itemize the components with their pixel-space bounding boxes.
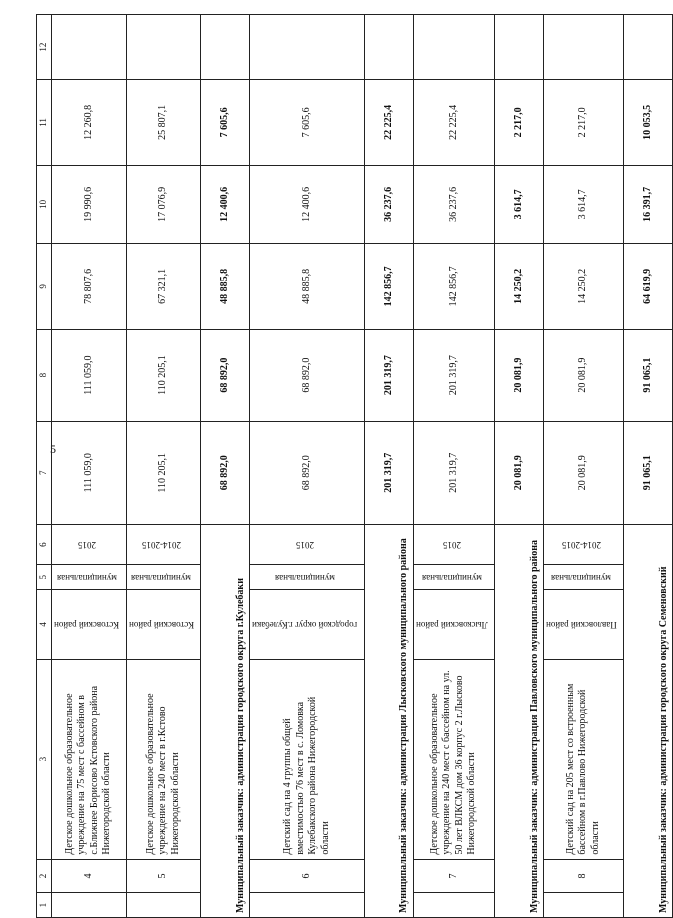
amount-c12 bbox=[413, 15, 494, 80]
district-cell bbox=[126, 590, 201, 660]
amount-c12 bbox=[544, 15, 624, 80]
amount-c11: 25 807,1 bbox=[126, 80, 201, 165]
amount-c11: 22 225,4 bbox=[364, 80, 413, 165]
col1-cell bbox=[52, 893, 127, 918]
object-row bbox=[250, 15, 365, 918]
amount-c10: 36 237,6 bbox=[413, 165, 494, 244]
column-number: 7 bbox=[37, 421, 52, 524]
object-name: Детское дошкольное образовательное учреждение на 75 мест с бассейном в с.Ближнее Борисово Кстовского района Нижегородской области bbox=[52, 659, 127, 859]
column-number: 12 bbox=[37, 15, 52, 80]
amount-c11: 7 605,6 bbox=[201, 80, 250, 165]
district: Павловский район bbox=[546, 620, 617, 631]
district-cell bbox=[413, 590, 494, 660]
period: 2014-2015 bbox=[141, 540, 181, 551]
amount-c11: 2 217,0 bbox=[495, 80, 544, 165]
period: 2015 bbox=[77, 540, 96, 551]
ownership: муниципальная bbox=[274, 572, 335, 583]
district: городской округ г.Кулебаки bbox=[252, 620, 358, 631]
amount-c8: 111 059,0 bbox=[52, 329, 127, 421]
amount-c10: 36 237,6 bbox=[364, 165, 413, 244]
ownership: муниципальная bbox=[421, 572, 482, 583]
object-row bbox=[544, 15, 624, 918]
amount-c10: 17 076,9 bbox=[126, 165, 201, 244]
district-cell bbox=[52, 590, 127, 660]
column-number: 6 bbox=[37, 524, 52, 564]
amount-c10: 19 990,6 bbox=[52, 165, 127, 244]
amount-c8: 110 205,1 bbox=[126, 329, 201, 421]
ownership-cell bbox=[413, 565, 494, 590]
construction-objects-table bbox=[36, 14, 673, 918]
amount-c8: 201 319,7 bbox=[413, 329, 494, 421]
amount-c7: 110 205,1 bbox=[126, 421, 201, 524]
ownership-cell bbox=[544, 565, 624, 590]
amount-c10: 3 614,7 bbox=[544, 165, 624, 244]
amount-c9: 14 250,2 bbox=[544, 244, 624, 329]
amount-c8: 201 319,7 bbox=[364, 329, 413, 421]
district-cell bbox=[250, 590, 365, 660]
budget-table-sheet bbox=[36, 14, 669, 918]
amount-c12 bbox=[126, 15, 201, 80]
col1-cell bbox=[544, 893, 624, 918]
district: Кстовский район bbox=[128, 620, 194, 631]
column-number: 11 bbox=[37, 80, 52, 165]
object-name: Детское дошкольное образовательное учреждение на 240 мест в г.Кстово Нижегородской области bbox=[126, 659, 201, 859]
period: 2014-2015 bbox=[561, 540, 601, 551]
row-number: 6 bbox=[250, 859, 365, 893]
row-number: 5 bbox=[126, 859, 201, 893]
amount-c9: 14 250,2 bbox=[495, 244, 544, 329]
amount-c9: 142 856,7 bbox=[413, 244, 494, 329]
amount-c8: 68 892,0 bbox=[201, 329, 250, 421]
period-cell bbox=[52, 524, 127, 564]
customer-row bbox=[201, 15, 250, 918]
amount-c7: 20 081,9 bbox=[495, 421, 544, 524]
amount-c8: 20 081,9 bbox=[544, 329, 624, 421]
amount-c7: 20 081,9 bbox=[544, 421, 624, 524]
amount-c8: 68 892,0 bbox=[250, 329, 365, 421]
district: Кстовский район bbox=[54, 620, 120, 631]
customer-row bbox=[624, 15, 673, 918]
ownership: муниципальная bbox=[551, 572, 612, 583]
amount-c8: 20 081,9 bbox=[495, 329, 544, 421]
row-number: 7 bbox=[413, 859, 494, 893]
page-number: 5 bbox=[50, 442, 56, 456]
ownership-cell bbox=[126, 565, 201, 590]
column-number: 10 bbox=[37, 165, 52, 244]
customer-label: Муниципальный заказчик: администрация Павловского муниципального района bbox=[495, 524, 544, 917]
amount-c12 bbox=[201, 15, 250, 80]
amount-c12 bbox=[364, 15, 413, 80]
amount-c9: 64 619,9 bbox=[624, 244, 673, 329]
customer-label: Муниципальный заказчик: администрация Лысковского муниципального района bbox=[364, 524, 413, 917]
period-cell bbox=[413, 524, 494, 564]
column-number: 3 bbox=[37, 659, 52, 859]
amount-c9: 48 885,8 bbox=[250, 244, 365, 329]
ownership-cell bbox=[250, 565, 365, 590]
customer-row bbox=[364, 15, 413, 918]
period-cell bbox=[544, 524, 624, 564]
amount-c12 bbox=[52, 15, 127, 80]
amount-c11: 7 605,6 bbox=[250, 80, 365, 165]
period-cell bbox=[250, 524, 365, 564]
period: 2015 bbox=[295, 540, 314, 551]
row-number: 8 bbox=[544, 859, 624, 893]
amount-c11: 12 260,8 bbox=[52, 80, 127, 165]
amount-c10: 16 391,7 bbox=[624, 165, 673, 244]
amount-c7: 201 319,7 bbox=[364, 421, 413, 524]
ownership-cell bbox=[52, 565, 127, 590]
amount-c9: 78 807,6 bbox=[52, 244, 127, 329]
amount-c8: 91 065,1 bbox=[624, 329, 673, 421]
object-name: Детский сад на 205 мест со встроенным бассейном в г.Павлово Нижегородской области bbox=[544, 659, 624, 859]
ownership: муниципальная bbox=[56, 572, 117, 583]
amount-c12 bbox=[624, 15, 673, 80]
amount-c9: 142 856,7 bbox=[364, 244, 413, 329]
amount-c9: 67 321,1 bbox=[126, 244, 201, 329]
object-row bbox=[52, 15, 127, 918]
period-cell bbox=[126, 524, 201, 564]
ownership: муниципальная bbox=[131, 572, 192, 583]
column-number: 5 bbox=[37, 565, 52, 590]
column-number: 1 bbox=[37, 893, 52, 918]
column-number: 9 bbox=[37, 244, 52, 329]
object-name: Детский сад на 4 группы общей вместимостью 76 мест в с. Ломовка Кулебакского района Нижегородской области bbox=[250, 659, 365, 859]
customer-label: Муниципальный заказчик: администрация городского округа Семеновский bbox=[624, 524, 673, 917]
object-name: Детское дошкольное образовательное учреждение на 240 мест с бассейном на ул. 50 лет ВЛКСМ дом 36 корпус 2 г.Лысково Нижегородской области bbox=[413, 659, 494, 859]
amount-c12 bbox=[495, 15, 544, 80]
col1-cell bbox=[126, 893, 201, 918]
amount-c9: 48 885,8 bbox=[201, 244, 250, 329]
object-row bbox=[126, 15, 201, 918]
district-cell bbox=[544, 590, 624, 660]
col1-cell bbox=[250, 893, 365, 918]
amount-c10: 12 400,6 bbox=[250, 165, 365, 244]
amount-c11: 2 217,0 bbox=[544, 80, 624, 165]
amount-c7: 111 059,0 bbox=[52, 421, 127, 524]
column-number: 2 bbox=[37, 859, 52, 893]
customer-label: Муниципальный заказчик: администрация городского округа г.Кулебаки bbox=[201, 524, 250, 917]
district: Лысковский район bbox=[415, 620, 488, 631]
amount-c7: 68 892,0 bbox=[250, 421, 365, 524]
object-row bbox=[413, 15, 494, 918]
amount-c7: 201 319,7 bbox=[413, 421, 494, 524]
period: 2015 bbox=[442, 540, 461, 551]
column-number-row bbox=[37, 15, 52, 918]
amount-c11: 10 053,5 bbox=[624, 80, 673, 165]
amount-c11: 22 225,4 bbox=[413, 80, 494, 165]
column-number: 4 bbox=[37, 590, 52, 660]
row-number: 4 bbox=[52, 859, 127, 893]
amount-c10: 3 614,7 bbox=[495, 165, 544, 244]
amount-c10: 12 400,6 bbox=[201, 165, 250, 244]
amount-c7: 91 065,1 bbox=[624, 421, 673, 524]
amount-c7: 68 892,0 bbox=[201, 421, 250, 524]
column-number: 8 bbox=[37, 329, 52, 421]
customer-row bbox=[495, 15, 544, 918]
amount-c12 bbox=[250, 15, 365, 80]
col1-cell bbox=[413, 893, 494, 918]
